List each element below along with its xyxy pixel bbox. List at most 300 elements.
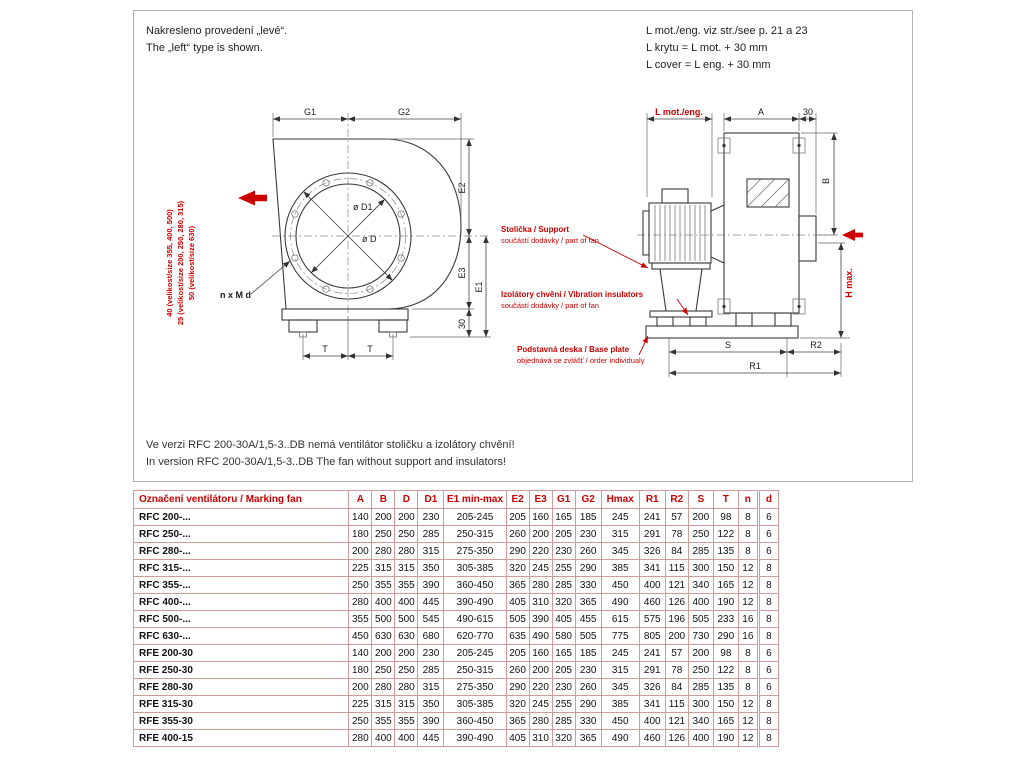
dim-value: 241 xyxy=(639,509,665,526)
table-row xyxy=(134,543,779,560)
dim-value: 230 xyxy=(552,543,575,560)
dim-value: 8 xyxy=(758,611,778,628)
dim-value: 241 xyxy=(639,645,665,662)
dim-value: 285 xyxy=(552,577,575,594)
dim-value: 365 xyxy=(506,577,529,594)
column-header: B xyxy=(372,491,395,509)
dim-value: 355 xyxy=(372,713,395,730)
dim-value: 320 xyxy=(506,560,529,577)
dim-value: 365 xyxy=(575,730,601,747)
dim-value: 200 xyxy=(688,645,713,662)
dim-value: 490-615 xyxy=(444,611,506,628)
note-line: In version RFC 200-30A/1,5-3..DB The fan without support and insulators! xyxy=(146,456,506,469)
dim-value: 730 xyxy=(688,628,713,645)
dim-value: 490 xyxy=(529,628,552,645)
dim-value: 275-350 xyxy=(444,679,506,696)
dim-value: 250 xyxy=(349,713,372,730)
dim-value: 200 xyxy=(395,509,418,526)
dim-value: 365 xyxy=(575,594,601,611)
dim-value: 180 xyxy=(349,526,372,543)
fan-model: RFC 355-... xyxy=(134,577,349,594)
dim-value: 250 xyxy=(688,526,713,543)
dim-label-t1: T xyxy=(322,344,328,354)
dim-value: 630 xyxy=(372,628,395,645)
fan-model: RFC 200-... xyxy=(134,509,349,526)
dim-value: 165 xyxy=(552,509,575,526)
column-header: n xyxy=(738,491,758,509)
dim-value: 280 xyxy=(529,713,552,730)
fan-model: RFE 355-30 xyxy=(134,713,349,730)
annotation-insulators-title: Izolátory chvění / Vibration insulators xyxy=(501,290,644,299)
dim-value: 315 xyxy=(395,696,418,713)
fan-model: RFC 315-... xyxy=(134,560,349,577)
column-header: d xyxy=(758,491,778,509)
dim-value: 255 xyxy=(552,696,575,713)
dim-value: 126 xyxy=(665,594,688,611)
dim-value: 400 xyxy=(372,730,395,747)
dim-value: 315 xyxy=(418,679,444,696)
dim-value: 300 xyxy=(688,696,713,713)
annotation-support-sub: součástí dodávky / part of fan xyxy=(501,236,599,245)
fan-model: RFE 400-15 xyxy=(134,730,349,747)
dim-value: 405 xyxy=(506,730,529,747)
dim-value: 180 xyxy=(349,662,372,679)
table-row xyxy=(134,645,779,662)
table-row xyxy=(134,730,779,747)
dim-value: 6 xyxy=(758,543,778,560)
fan-model: RFE 250-30 xyxy=(134,662,349,679)
dim-value: 320 xyxy=(552,594,575,611)
dim-value: 8 xyxy=(758,577,778,594)
column-header: Označení ventilátoru / Marking fan xyxy=(134,491,349,509)
dim-label-e3: E3 xyxy=(457,267,467,279)
dim-value: 121 xyxy=(665,713,688,730)
dim-value: 200 xyxy=(372,645,395,662)
dim-value: 205 xyxy=(552,662,575,679)
dim-value: 775 xyxy=(601,628,639,645)
dim-label-e1: E1 xyxy=(474,281,484,293)
header-row xyxy=(134,491,779,509)
dim-value: 115 xyxy=(665,560,688,577)
dim-value: 8 xyxy=(738,662,758,679)
column-header: A xyxy=(349,491,372,509)
dim-value: 165 xyxy=(552,645,575,662)
dim-value: 280 xyxy=(395,679,418,696)
table-row xyxy=(134,509,779,526)
size-note-40: 40 (velikost/size 355, 400, 500) xyxy=(165,209,174,317)
dim-value: 355 xyxy=(349,611,372,628)
table-body xyxy=(134,509,779,747)
column-header: E1 min-max xyxy=(444,491,506,509)
dim-value: 135 xyxy=(713,543,738,560)
dim-value: 290 xyxy=(506,543,529,560)
dim-value: 280 xyxy=(372,679,395,696)
table-row xyxy=(134,611,779,628)
dim-value: 385 xyxy=(601,696,639,713)
dim-value: 505 xyxy=(575,628,601,645)
dim-value: 230 xyxy=(552,679,575,696)
table-row xyxy=(134,594,779,611)
dim-value: 400 xyxy=(372,594,395,611)
dim-label-s: S xyxy=(724,340,732,350)
dim-label-e2: E2 xyxy=(457,182,467,194)
dim-value: 285 xyxy=(688,543,713,560)
column-header: D xyxy=(395,491,418,509)
column-header: S xyxy=(688,491,713,509)
column-header: G2 xyxy=(575,491,601,509)
dim-value: 490 xyxy=(601,594,639,611)
annotation-support-title: Stolička / Support xyxy=(501,225,570,234)
size-note-50: 50 (velikost/size 630) xyxy=(187,225,196,301)
technical-drawing xyxy=(134,11,912,481)
dim-value: 220 xyxy=(529,679,552,696)
dim-value: 285 xyxy=(688,679,713,696)
dim-label-g2: G2 xyxy=(397,107,411,117)
dim-value: 315 xyxy=(601,526,639,543)
dim-value: 390-490 xyxy=(444,730,506,747)
dim-value: 12 xyxy=(738,594,758,611)
fan-model: RFC 280-... xyxy=(134,543,349,560)
dim-value: 615 xyxy=(601,611,639,628)
dim-value: 355 xyxy=(395,577,418,594)
dim-value: 260 xyxy=(506,526,529,543)
dim-value: 98 xyxy=(713,645,738,662)
dim-value: 355 xyxy=(395,713,418,730)
dim-value: 150 xyxy=(713,696,738,713)
dim-value: 84 xyxy=(665,543,688,560)
dim-value: 341 xyxy=(639,696,665,713)
annotation-baseplate-sub: objednává se zvlášť / order individualy xyxy=(517,356,645,365)
dim-value: 250 xyxy=(349,577,372,594)
dim-value: 390 xyxy=(418,577,444,594)
dim-value: 250 xyxy=(688,662,713,679)
dim-label-hmax: H max. xyxy=(844,268,854,298)
dim-label-d1: ø D1 xyxy=(353,202,373,212)
dim-value: 305-385 xyxy=(444,560,506,577)
dim-value: 6 xyxy=(758,662,778,679)
dim-value: 8 xyxy=(758,713,778,730)
fan-model: RFE 200-30 xyxy=(134,645,349,662)
dim-value: 12 xyxy=(738,696,758,713)
dim-value: 190 xyxy=(713,730,738,747)
dim-value: 12 xyxy=(738,730,758,747)
dim-value: 260 xyxy=(506,662,529,679)
dim-value: 8 xyxy=(738,509,758,526)
dim-label-d: ø D xyxy=(362,234,377,244)
dim-value: 16 xyxy=(738,611,758,628)
dim-value: 360-450 xyxy=(444,713,506,730)
dim-value: 200 xyxy=(372,509,395,526)
dim-value: 200 xyxy=(349,543,372,560)
dim-value: 390 xyxy=(418,713,444,730)
dim-value: 326 xyxy=(639,543,665,560)
dim-value: 230 xyxy=(418,509,444,526)
dim-value: 160 xyxy=(529,509,552,526)
table-row xyxy=(134,560,779,577)
dim-value: 505 xyxy=(506,611,529,628)
dim-label-lmot: L mot./eng. xyxy=(655,107,703,117)
dim-value: 450 xyxy=(349,628,372,645)
dim-label-a: A xyxy=(757,107,765,117)
dim-value: 78 xyxy=(665,662,688,679)
dim-value: 230 xyxy=(575,662,601,679)
dim-value: 57 xyxy=(665,509,688,526)
dim-value: 315 xyxy=(418,543,444,560)
dim-value: 250 xyxy=(372,662,395,679)
dim-value: 220 xyxy=(529,543,552,560)
dim-label-r1: R1 xyxy=(749,361,761,371)
dim-value: 12 xyxy=(738,713,758,730)
column-header: D1 xyxy=(418,491,444,509)
dim-value: 290 xyxy=(575,560,601,577)
column-header: E2 xyxy=(506,491,529,509)
dim-value: 360-450 xyxy=(444,577,506,594)
dim-value: 115 xyxy=(665,696,688,713)
dim-value: 385 xyxy=(601,560,639,577)
dim-value: 400 xyxy=(395,594,418,611)
dim-value: 400 xyxy=(688,730,713,747)
dim-value: 330 xyxy=(575,577,601,594)
dim-value: 200 xyxy=(529,526,552,543)
dim-value: 135 xyxy=(713,679,738,696)
dim-value: 355 xyxy=(372,577,395,594)
dim-value: 500 xyxy=(372,611,395,628)
dim-value: 185 xyxy=(575,645,601,662)
dim-value: 315 xyxy=(395,560,418,577)
dim-value: 280 xyxy=(395,543,418,560)
dim-value: 445 xyxy=(418,594,444,611)
note-line: L mot./eng. viz str./see p. 21 a 23 xyxy=(646,25,808,37)
note-line: L krytu = L mot. + 30 mm xyxy=(646,42,768,55)
dim-value: 230 xyxy=(575,526,601,543)
dim-value: 310 xyxy=(529,594,552,611)
column-header: R2 xyxy=(665,491,688,509)
dim-value: 250 xyxy=(395,526,418,543)
dim-value: 98 xyxy=(713,509,738,526)
dim-value: 200 xyxy=(529,662,552,679)
dim-value: 341 xyxy=(639,560,665,577)
dim-value: 250 xyxy=(372,526,395,543)
dim-value: 205 xyxy=(506,645,529,662)
dim-value: 345 xyxy=(601,679,639,696)
dim-value: 233 xyxy=(713,611,738,628)
table-row xyxy=(134,696,779,713)
dim-value: 320 xyxy=(506,696,529,713)
dim-value: 200 xyxy=(688,509,713,526)
dim-value: 300 xyxy=(688,560,713,577)
drawing-panel xyxy=(133,10,913,482)
dim-value: 8 xyxy=(758,560,778,577)
column-header: R1 xyxy=(639,491,665,509)
dim-value: 405 xyxy=(552,611,575,628)
table-row xyxy=(134,713,779,730)
dim-value: 291 xyxy=(639,526,665,543)
dim-value: 320 xyxy=(552,730,575,747)
dim-value: 280 xyxy=(349,594,372,611)
dim-value: 290 xyxy=(506,679,529,696)
dim-value: 635 xyxy=(506,628,529,645)
dim-value: 225 xyxy=(349,696,372,713)
dim-value: 6 xyxy=(758,526,778,543)
dim-value: 315 xyxy=(601,662,639,679)
dim-value: 390-490 xyxy=(444,594,506,611)
dim-value: 400 xyxy=(639,577,665,594)
dim-value: 390 xyxy=(529,611,552,628)
dim-value: 400 xyxy=(639,713,665,730)
dim-label-t2: T xyxy=(367,344,373,354)
dim-value: 450 xyxy=(601,713,639,730)
dimension-table xyxy=(133,490,779,747)
dim-value: 291 xyxy=(639,662,665,679)
dim-value: 575 xyxy=(639,611,665,628)
dim-value: 280 xyxy=(529,577,552,594)
dim-value: 165 xyxy=(713,577,738,594)
column-header: Hmax xyxy=(601,491,639,509)
dim-value: 205-245 xyxy=(444,509,506,526)
dim-value: 230 xyxy=(418,645,444,662)
dim-value: 245 xyxy=(601,645,639,662)
dim-value: 140 xyxy=(349,645,372,662)
dim-value: 185 xyxy=(575,509,601,526)
dim-value: 455 xyxy=(575,611,601,628)
fan-model: RFC 400-... xyxy=(134,594,349,611)
dim-value: 150 xyxy=(713,560,738,577)
dim-value: 84 xyxy=(665,679,688,696)
dim-value: 6 xyxy=(758,509,778,526)
flow-direction-arrow-left xyxy=(238,191,267,206)
fan-model: RFC 630-... xyxy=(134,628,349,645)
fan-model: RFE 315-30 xyxy=(134,696,349,713)
dim-value: 505 xyxy=(688,611,713,628)
dim-value: 350 xyxy=(418,696,444,713)
dim-value: 12 xyxy=(738,577,758,594)
dim-value: 8 xyxy=(758,594,778,611)
table-row xyxy=(134,628,779,645)
dim-value: 8 xyxy=(738,645,758,662)
dim-value: 160 xyxy=(529,645,552,662)
annotation-baseplate-title: Podstavná deska / Base plate xyxy=(517,345,630,354)
dim-value: 326 xyxy=(639,679,665,696)
dim-value: 205 xyxy=(552,526,575,543)
dim-value: 305-385 xyxy=(444,696,506,713)
dim-value: 290 xyxy=(575,696,601,713)
dim-value: 8 xyxy=(758,628,778,645)
dim-value: 280 xyxy=(372,543,395,560)
dim-value: 405 xyxy=(506,594,529,611)
dim-value: 8 xyxy=(758,730,778,747)
dim-value: 500 xyxy=(395,611,418,628)
column-header: E3 xyxy=(529,491,552,509)
dim-value: 190 xyxy=(713,594,738,611)
dim-value: 12 xyxy=(738,560,758,577)
dim-value: 225 xyxy=(349,560,372,577)
fan-model: RFC 250-... xyxy=(134,526,349,543)
dim-value: 245 xyxy=(529,696,552,713)
dim-value: 8 xyxy=(738,543,758,560)
dim-value: 122 xyxy=(713,662,738,679)
dim-value: 460 xyxy=(639,594,665,611)
dim-value: 245 xyxy=(601,509,639,526)
dim-value: 121 xyxy=(665,577,688,594)
dim-value: 680 xyxy=(418,628,444,645)
flow-direction-arrow-right xyxy=(842,229,863,241)
dim-label-30-front: 30 xyxy=(457,318,467,330)
dim-label-r2: R2 xyxy=(810,340,822,350)
dim-value: 6 xyxy=(758,679,778,696)
column-header: G1 xyxy=(552,491,575,509)
dim-value: 450 xyxy=(601,577,639,594)
column-header: T xyxy=(713,491,738,509)
dim-value: 196 xyxy=(665,611,688,628)
dim-value: 260 xyxy=(575,543,601,560)
dim-value: 250 xyxy=(395,662,418,679)
dim-value: 290 xyxy=(713,628,738,645)
size-note-25: 25 (velikost/size 200, 250, 280, 315) xyxy=(176,200,185,326)
dim-value: 490 xyxy=(601,730,639,747)
dim-value: 630 xyxy=(395,628,418,645)
dim-value: 340 xyxy=(688,713,713,730)
annotation-insulators-sub: součástí dodávky / part of fan xyxy=(501,301,599,310)
dim-value: 545 xyxy=(418,611,444,628)
dim-value: 620-770 xyxy=(444,628,506,645)
dim-value: 200 xyxy=(349,679,372,696)
dim-value: 250-315 xyxy=(444,662,506,679)
dim-value: 8 xyxy=(738,526,758,543)
note-line: Ve verzi RFC 200-30A/1,5-3..DB nemá ventilátor stoličku a izolátory chvění! xyxy=(146,439,515,451)
dim-value: 285 xyxy=(552,713,575,730)
dim-value: 275-350 xyxy=(444,543,506,560)
dim-value: 6 xyxy=(758,645,778,662)
front-view-drawing xyxy=(165,107,491,360)
dim-value: 245 xyxy=(529,560,552,577)
dim-value: 805 xyxy=(639,628,665,645)
dim-value: 78 xyxy=(665,526,688,543)
fan-model: RFC 500-... xyxy=(134,611,349,628)
dim-value: 310 xyxy=(529,730,552,747)
table-row xyxy=(134,662,779,679)
dim-value: 122 xyxy=(713,526,738,543)
note-line: The „left“ type is shown. xyxy=(146,42,263,55)
dim-value: 340 xyxy=(688,577,713,594)
dim-value: 205-245 xyxy=(444,645,506,662)
dim-value: 260 xyxy=(575,679,601,696)
note-line: Nakresleno provedení „levé“. xyxy=(146,25,288,37)
dim-value: 8 xyxy=(738,679,758,696)
dim-value: 250-315 xyxy=(444,526,506,543)
dim-value: 200 xyxy=(395,645,418,662)
dim-value: 280 xyxy=(349,730,372,747)
dim-value: 8 xyxy=(758,696,778,713)
dim-value: 350 xyxy=(418,560,444,577)
table-row xyxy=(134,526,779,543)
dim-value: 445 xyxy=(418,730,444,747)
dim-label-nxmd: n x M d xyxy=(220,290,251,300)
fan-model: RFE 280-30 xyxy=(134,679,349,696)
dim-value: 315 xyxy=(372,696,395,713)
dim-value: 400 xyxy=(688,594,713,611)
dim-value: 315 xyxy=(372,560,395,577)
dim-label-30-side: 30 xyxy=(802,107,814,117)
dim-value: 580 xyxy=(552,628,575,645)
dim-value: 460 xyxy=(639,730,665,747)
side-view-drawing xyxy=(501,107,863,377)
dim-value: 255 xyxy=(552,560,575,577)
dim-value: 285 xyxy=(418,662,444,679)
dim-value: 200 xyxy=(665,628,688,645)
dim-value: 140 xyxy=(349,509,372,526)
dim-label-g1: G1 xyxy=(303,107,317,117)
dim-value: 365 xyxy=(506,713,529,730)
